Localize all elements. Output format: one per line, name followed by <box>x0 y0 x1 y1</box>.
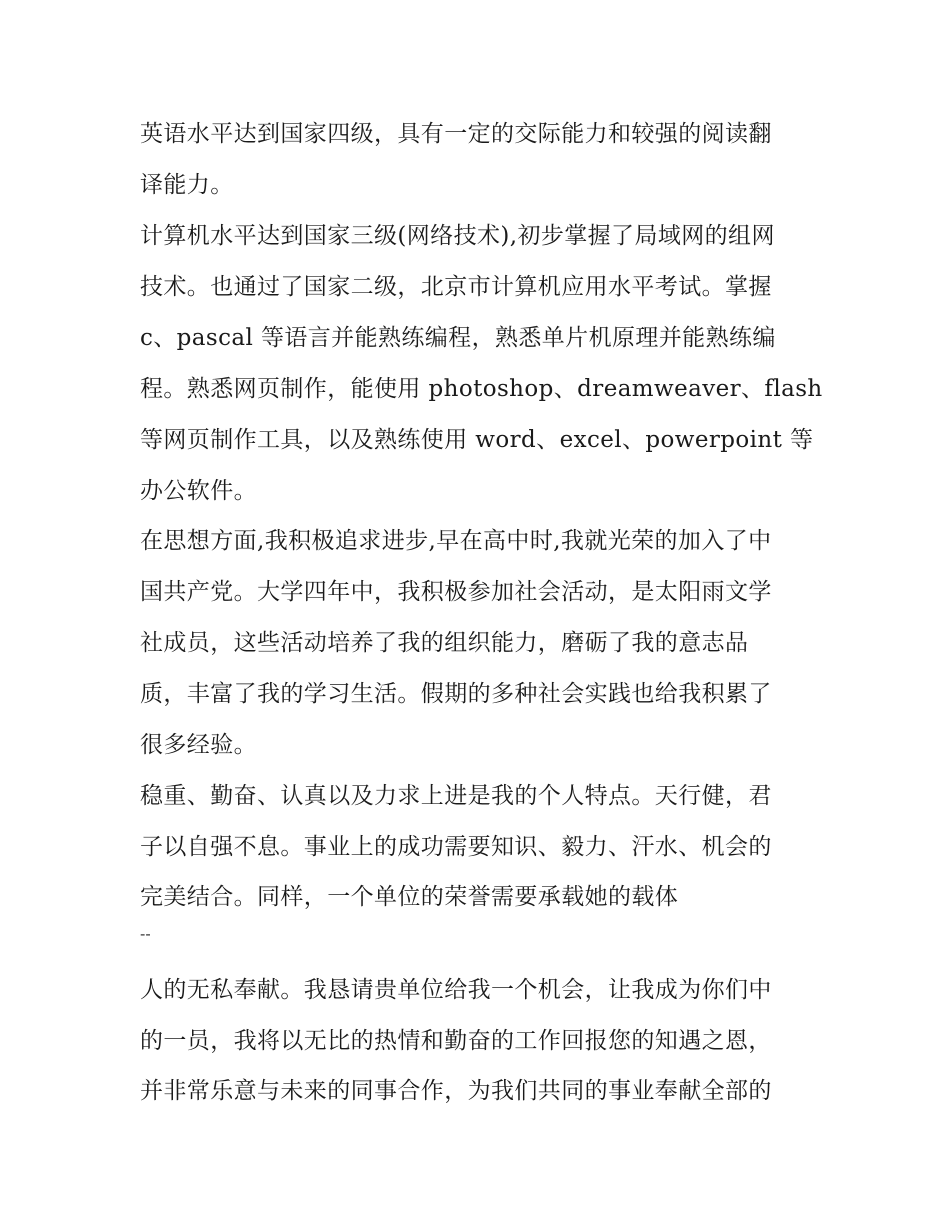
text-line: 稳重、勤奋、认真以及力求上进是我的个人特点。天行健，君 <box>140 783 772 809</box>
text-line: 在思想方面,我积极追求进步,早在高中时,我就光荣的加入了中 <box>140 528 772 554</box>
text-line: 很多经验。 <box>140 732 257 758</box>
text-line: 子以自强不息。事业上的成功需要知识、毅力、汗水、机会的 <box>140 834 772 860</box>
text-line: 人的无私奉献。我恳请贵单位给我一个机会，让我成为你们中 <box>140 977 772 1003</box>
text-line: 程。熟悉网页制作，能使用 photoshop、dreamweaver、flash <box>140 376 823 402</box>
text-line: 译能力。 <box>140 172 234 198</box>
text-line: 英语水平达到国家四级，具有一定的交际能力和较强的阅读翻 <box>140 121 772 147</box>
text-line: 质，丰富了我的学习生活。假期的多种社会实践也给我积累了 <box>140 681 772 707</box>
text-line: 并非常乐意与未来的同事合作，为我们共同的事业奉献全部的 <box>140 1078 772 1104</box>
text-line: 社成员，这些活动培养了我的组织能力，磨砺了我的意志品 <box>140 630 749 656</box>
text-line: 办公软件。 <box>140 478 257 504</box>
text-line: 完美结合。同样，一个单位的荣誉需要承载她的载体 <box>140 884 679 910</box>
text-line: 的一员，我将以无比的热情和勤奋的工作回报您的知遇之恩， <box>140 1028 772 1054</box>
page-separator: -- <box>140 926 151 943</box>
text-line: 计算机水平达到国家三级(网络技术),初步掌握了局域网的组网 <box>140 223 775 249</box>
text-line: 等网页制作工具，以及熟练使用 word、excel、powerpoint 等 <box>140 427 814 453</box>
text-line: c、pascal 等语言并能熟练编程，熟悉单片机原理并能熟练编 <box>140 325 776 351</box>
text-line: 技术。也通过了国家二级，北京市计算机应用水平考试。掌握 <box>140 274 772 300</box>
text-line: 国共产党。大学四年中，我积极参加社会活动，是太阳雨文学 <box>140 579 772 605</box>
